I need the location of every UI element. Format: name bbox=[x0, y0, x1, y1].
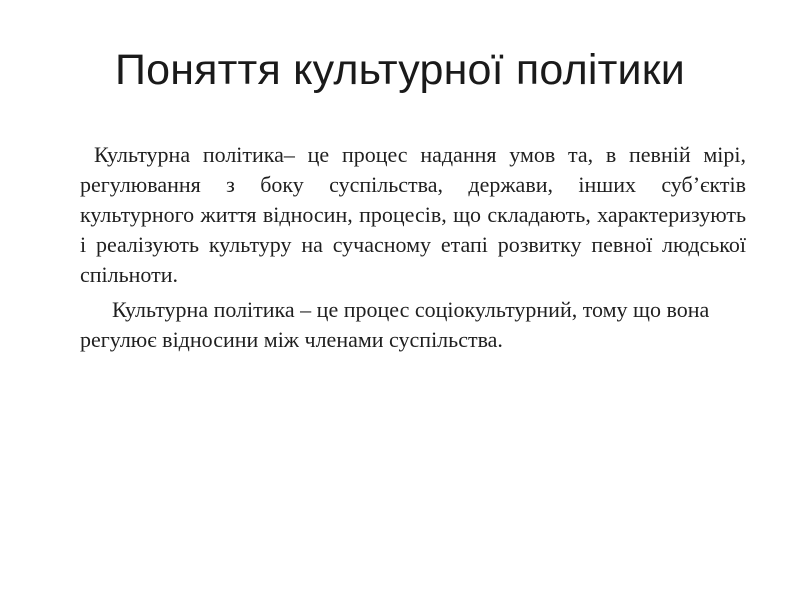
body-paragraph-sociocultural: Культурна політика – це процес соціокультурний, тому що вона регулює відносини між членами суспільства. bbox=[80, 297, 710, 352]
slide-body bbox=[80, 140, 746, 355]
slide-title: Поняття культурної політики bbox=[115, 46, 685, 94]
body-paragraph-definition: Культурна політика– це процес надання умов та, в певній мірі, регулювання з боку суспільства, держави, інших суб’єктів культурного життя відносин, процесів, що складають, характеризують і реалізують культуру на сучасному етапі розвитку певної людської спільноти. bbox=[80, 142, 746, 287]
